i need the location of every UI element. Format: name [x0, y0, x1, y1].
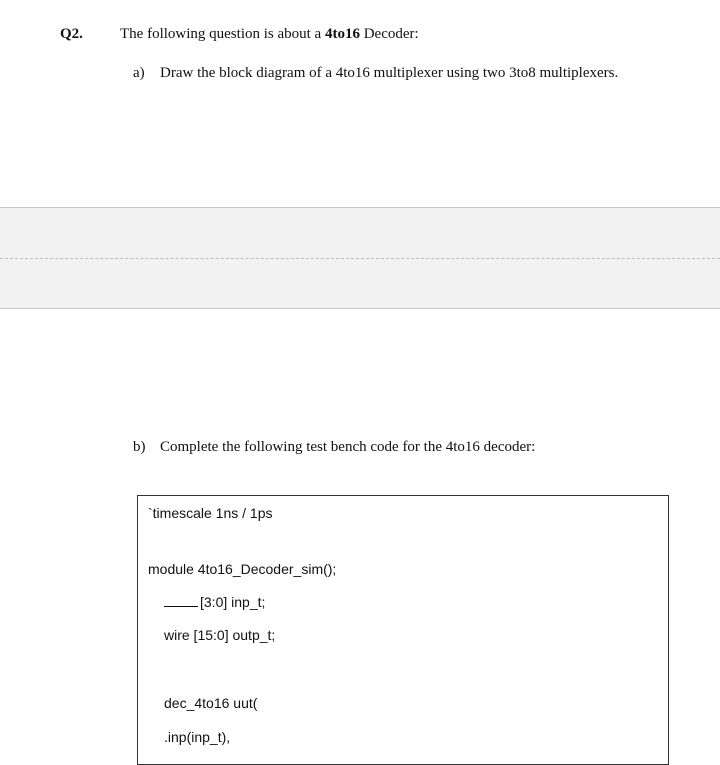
code-wire-decl: wire [15:0] outp_t; [164, 627, 276, 643]
question-intro [120, 26, 419, 43]
code-input-decl: [3:0] inp_t; [200, 594, 266, 610]
part-a [133, 65, 618, 82]
question-intro-bold: 4to16 [324, 26, 360, 42]
part-a-label: a) [133, 65, 145, 81]
page-break-line [0, 258, 720, 259]
fill-in-blank[interactable] [164, 594, 198, 607]
question-intro-prefix: The following question is about a [120, 26, 325, 42]
part-b-text: Complete the following test bench code for the 4to16 decoder: [160, 439, 536, 455]
part-b [133, 439, 535, 456]
code-instance-decl: dec_4to16 uut( [164, 695, 258, 711]
code-port-map-inp: .inp(inp_t), [164, 729, 231, 745]
testbench-code-box [137, 495, 669, 765]
part-b-label: b) [133, 439, 146, 455]
code-module-decl: module 4to16_Decoder_sim(); [148, 561, 337, 577]
code-input-line [164, 594, 265, 610]
page-break-gap [0, 207, 720, 309]
question-intro-suffix: Decoder: [359, 26, 419, 42]
part-a-text: Draw the block diagram of a 4to16 multiplexer using two 3to8 multiplexers. [160, 65, 619, 81]
question-number: Q2. [60, 26, 83, 42]
code-timescale: `timescale 1ns / 1ps [148, 505, 273, 521]
